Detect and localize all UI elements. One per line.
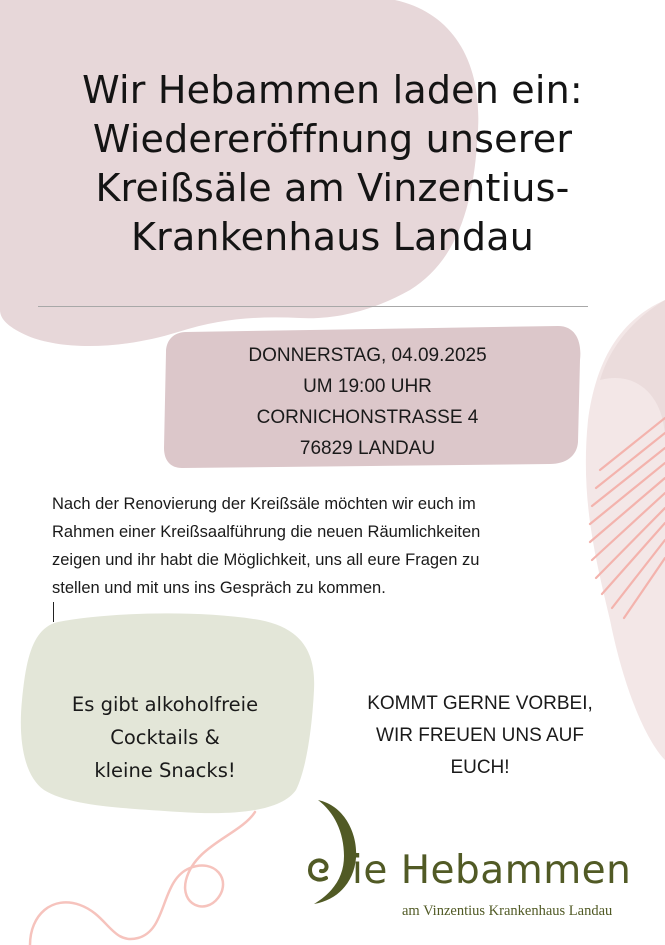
title-line-3: Kreißsäle am Vinzentius- <box>95 166 570 210</box>
title-line-1: Wir Hebammen laden ein: <box>82 68 583 112</box>
invite-line-1: KOMMT GERNE VORBEI, <box>367 693 593 714</box>
cocktails-line-2: Cocktails & <box>110 726 220 749</box>
invitation-paragraph <box>52 490 592 622</box>
moon-d-logo-icon <box>300 796 360 908</box>
title-line-4: Krankenhaus Landau <box>131 215 534 259</box>
paragraph-line-2: Rahmen einer Kreißsaalführung die neuen Räumlichkeiten <box>52 523 481 541</box>
paragraph-line-4: stellen und mit uns ins Gespräch zu kommen. <box>52 579 386 597</box>
logo-wordmark: ie Hebammen <box>352 848 632 893</box>
page-title <box>40 66 625 262</box>
cocktails-line-3: kleine Snacks! <box>94 759 236 782</box>
invite-line-3: EUCH! <box>450 757 510 778</box>
event-city: 76829 LANDAU <box>299 438 436 459</box>
coral-squiggle <box>30 812 255 945</box>
paragraph-line-1: Nach der Renovierung der Kreißsäle möchten wir euch im <box>52 495 476 513</box>
event-details <box>170 340 565 464</box>
event-street: CORNICHONSTRASSE 4 <box>256 407 479 428</box>
invite-callout <box>345 688 615 784</box>
paragraph-line-4-wrap <box>52 574 592 622</box>
invite-line-2: WIR FREUEN UNS AUF <box>376 725 584 746</box>
cocktails-note <box>40 688 290 787</box>
cocktails-line-1: Es gibt alkoholfreie <box>71 693 259 716</box>
text-cursor <box>53 602 54 622</box>
logo-subtitle: am Vinzentius Krankenhaus Landau <box>402 903 613 919</box>
event-date: DONNERSTAG, 04.09.2025 <box>248 345 487 366</box>
paragraph-line-3: zeigen und ihr habt die Möglichkeit, uns all eure Fragen zu <box>52 551 480 569</box>
event-time: UM 19:00 UHR <box>303 376 432 397</box>
divider-line <box>38 306 588 307</box>
title-line-2: Wiedereröffnung unserer <box>92 117 573 161</box>
